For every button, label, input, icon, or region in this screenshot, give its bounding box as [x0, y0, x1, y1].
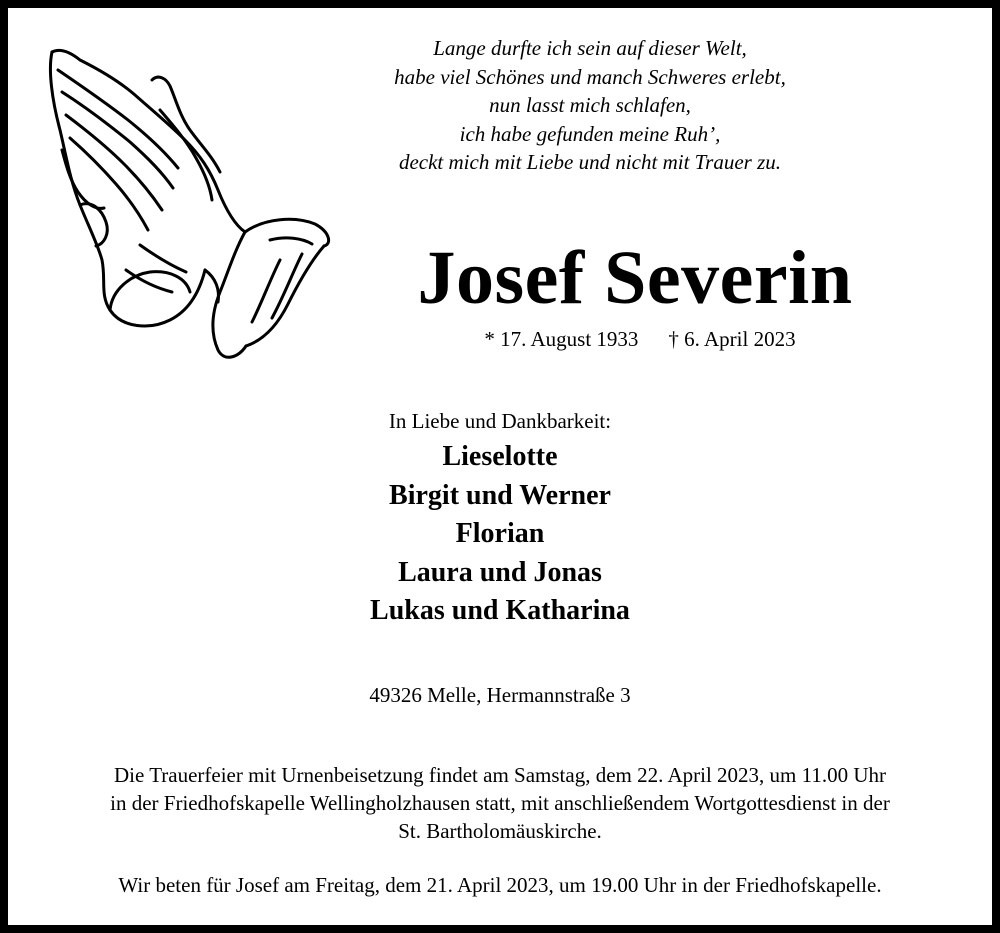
family-member: Birgit und Werner	[389, 479, 611, 511]
life-dates	[430, 324, 850, 354]
address: 49326 Melle, Hermannstraße 3	[369, 683, 631, 707]
family-member: Lieselotte	[442, 441, 558, 472]
praying-hands-icon	[40, 40, 335, 365]
thanks-label: In Liebe und Dankbarkeit:	[388, 409, 612, 433]
ceremony-line: St. Bartholomäuskirche.	[398, 819, 602, 843]
poem-line: deckt mich mit Liebe und nicht mit Trauer zu.	[398, 150, 782, 174]
poem-line: ich habe gefunden meine Ruh’,	[459, 121, 721, 146]
family-member: Lukas und Katharina	[370, 595, 630, 626]
ceremony-line: Die Trauerfeier mit Urnenbeisetzung findet am Samstag, dem 22. April 2023, um 11.00 Uhr	[114, 763, 886, 787]
birth-date: * 17. August 1933	[484, 327, 639, 351]
family-member: Florian	[455, 518, 545, 549]
death-date: † 6. April 2023	[668, 327, 796, 351]
poem-line: Lange durfte ich sein auf dieser Welt,	[433, 36, 747, 60]
ceremony-notice	[20, 761, 980, 845]
poem-line: nun lasst mich schlafen,	[489, 93, 691, 117]
ceremony-line: in der Friedhofskapelle Wellingholzhausen statt, mit anschließendem Wortgottesdienst in der	[110, 791, 890, 815]
poem-line: habe viel Schönes und manch Schweres erlebt,	[394, 64, 786, 89]
family-list	[200, 438, 800, 631]
poem	[380, 34, 800, 177]
family-member: Laura und Jonas	[398, 556, 602, 588]
deceased-name: Josef Severin	[417, 236, 853, 320]
prayer-notice: Wir beten für Josef am Freitag, dem 21. April 2023, um 19.00 Uhr in der Friedhofskapelle.	[118, 873, 882, 897]
